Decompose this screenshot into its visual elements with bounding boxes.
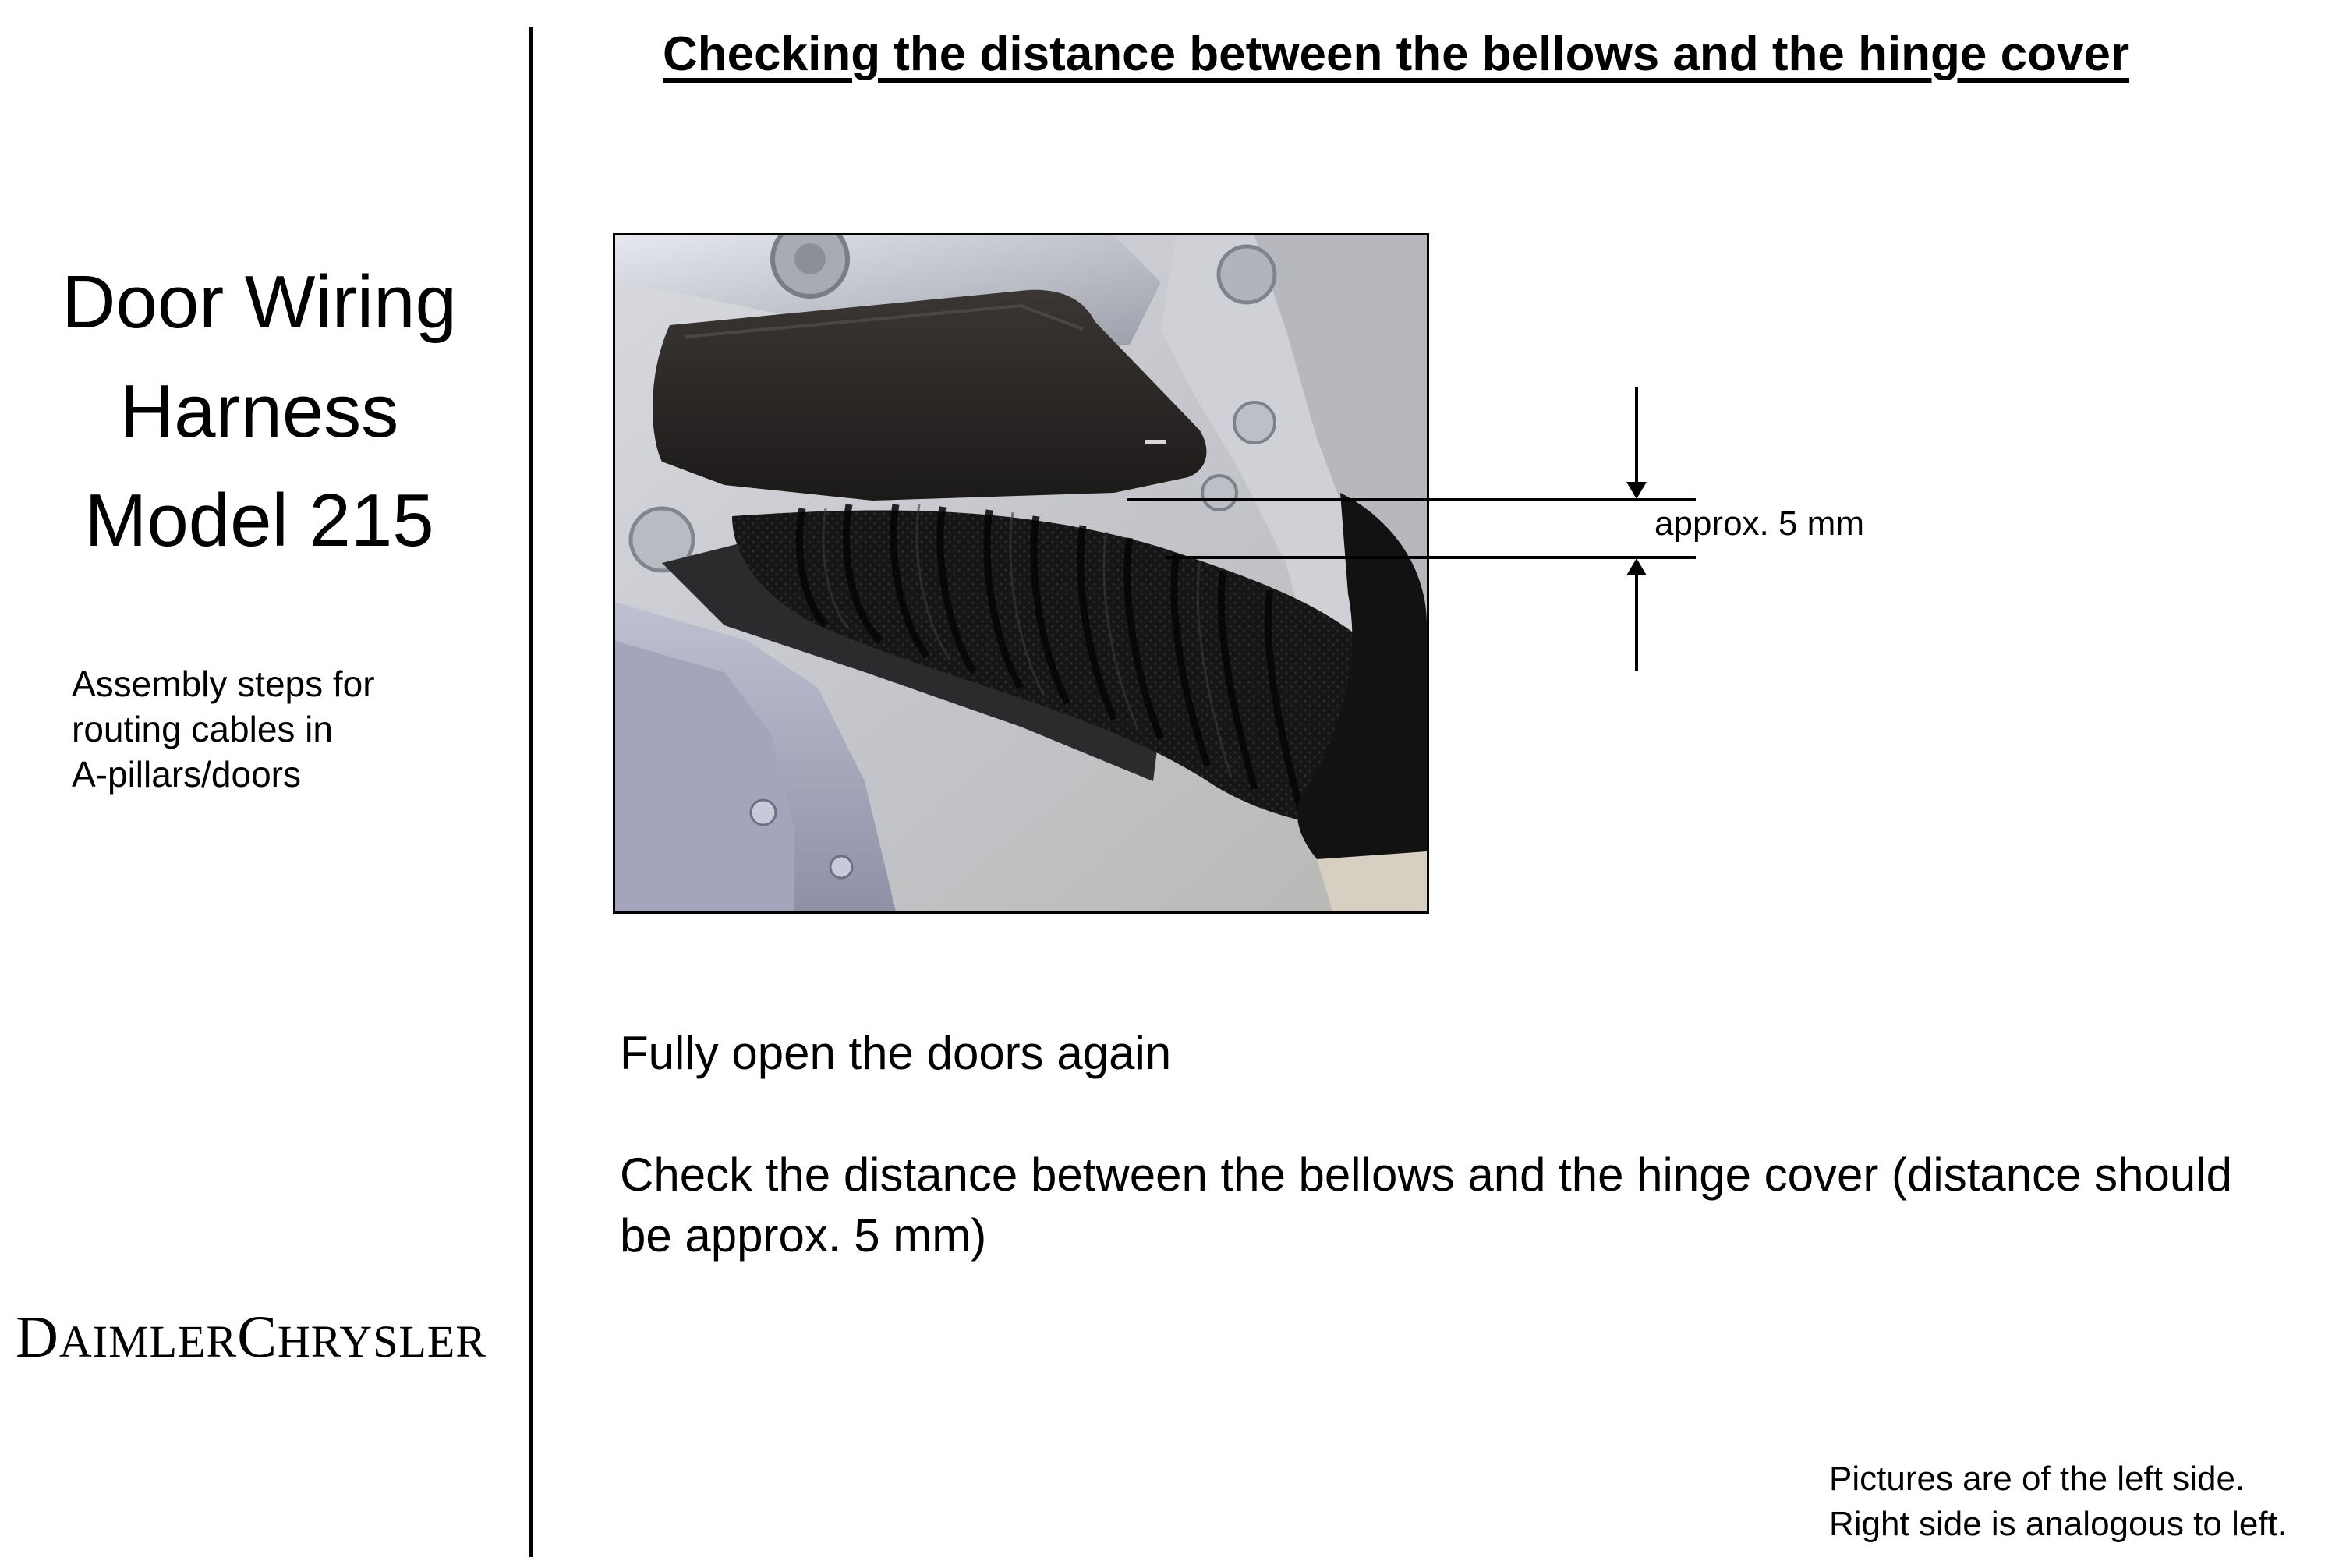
arrow-up-icon: [1626, 558, 1647, 671]
instructions: [620, 1023, 2257, 1266]
subtitle-line-1: Assembly steps for: [72, 664, 375, 704]
daimlerchrysler-logo: DAIMLERCHRYSLER: [16, 1304, 487, 1370]
dimension-label: approx. 5 mm: [1654, 504, 1864, 543]
title-line-2: Harness: [119, 370, 399, 453]
bellows-hinge-photo: [613, 233, 1429, 914]
document-subtitle: [72, 661, 375, 797]
sidebar: [0, 0, 530, 1568]
instruction-step-1: Fully open the doors again: [620, 1027, 1172, 1079]
footnote-line-1: Pictures are of the left side.: [1829, 1460, 2245, 1498]
document-title: [0, 248, 518, 575]
title-line-1: Door Wiring: [62, 260, 457, 344]
footnote: [1829, 1457, 2287, 1547]
page-heading: Checking the distance between the bellows and the hinge cover: [663, 27, 2130, 81]
title-line-3: Model 215: [84, 479, 434, 562]
arrow-down-icon: [1626, 387, 1647, 499]
subtitle-line-2: routing cables in: [72, 709, 333, 749]
vertical-divider: [529, 27, 533, 1557]
footnote-line-2: Right side is analogous to left.: [1829, 1505, 2288, 1543]
instruction-step-2: Check the distance between the bellows and the hinge cover (distance should be approx. 5 mm): [620, 1149, 2232, 1262]
subtitle-line-3: A-pillars/doors: [72, 754, 301, 795]
